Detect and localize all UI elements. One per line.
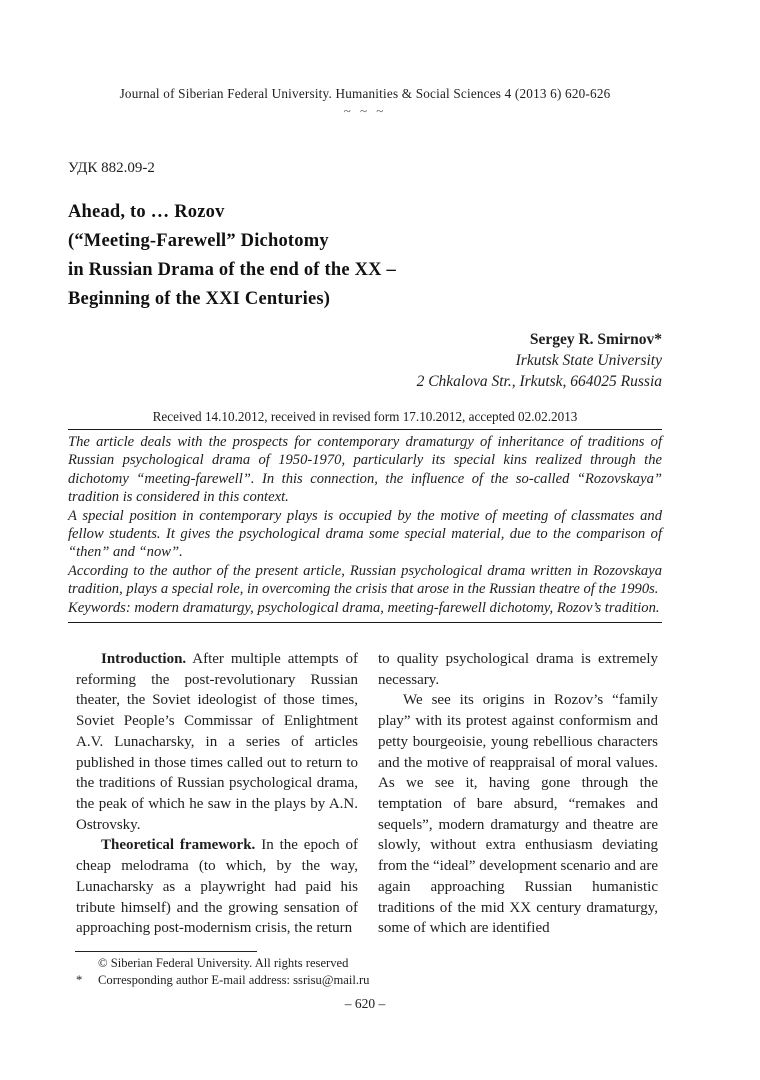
article-title-line-4: Beginning of the XXI Centuries) <box>68 289 331 309</box>
keywords: Keywords: modern dramaturgy, psychological drama, meeting-farewell dichotomy, Rozov’s tradition. <box>68 599 660 616</box>
article-title-line-2: (“Meeting-Farewell” Dichotomy <box>68 231 329 251</box>
divider-top <box>68 429 662 430</box>
page-number: – 620 – <box>344 995 386 1011</box>
corresponding-author-note <box>68 972 662 989</box>
author-block <box>68 329 662 392</box>
author-name: Sergey R. Smirnov* <box>529 331 662 348</box>
received-dates: Received 14.10.2012, received in revised form 17.10.2012, accepted 02.02.2013 <box>152 409 578 424</box>
corresponding-author-text: Corresponding author E-mail address: ssrisu@mail.ru <box>98 972 370 987</box>
copyright-note: © Siberian Federal University. All rights reserved <box>98 955 349 970</box>
body-paragraph-introduction <box>76 649 358 835</box>
udk-code: УДК 882.09-2 <box>68 160 155 176</box>
body-paragraph-theoretical-framework <box>76 835 358 939</box>
body-column-left <box>76 649 358 939</box>
abstract-paragraph: A special position in contemporary plays is occupied by the motive of meeting of classmates and fellow students. It gives the psychological drama some special material, due to the comparison of “then” and “now”. <box>68 507 662 561</box>
abstract-paragraph: The article deals with the prospects for contemporary dramaturgy of inheritance of traditions of Russian psychological drama of 1950-1970, particularly its special kins realized through the dichotomy “meeting-farewell”. In this connection, the influence of the so-called “Rozovskaya” tradition is considered in this context. <box>68 434 662 506</box>
footnote-asterisk: * <box>76 972 83 987</box>
abstract-paragraph: According to the author of the present article, Russian psychological drama written in Rozovskaya tradition, plays a special role, in overcoming the crisis that arose in the Russian theatre of the 1990s. <box>68 562 662 598</box>
paragraph-text: to quality psychological drama is extremely necessary. <box>378 651 658 688</box>
author-address: 2 Chkalova Str., Irkutsk, 664025 Russia <box>416 373 662 390</box>
footnote-block <box>68 951 662 989</box>
section-heading-theoretical-framework: Theoretical framework. <box>101 837 256 854</box>
body-column-right <box>378 649 658 939</box>
abstract <box>68 433 662 617</box>
paragraph-text: After multiple attempts of reforming the post-revolutionary Russian theater, the Soviet ideologist of those times, Soviet People’s Commissar of Enlightment A.V. Lunacharsky, in a series of articles published in those times called out to return to the traditions of Russian psychological drama, the peak of which he saw in the plays by A.N. Ostrovsky. <box>76 651 358 833</box>
article-title-line-1: Ahead, to … Rozov <box>68 202 225 222</box>
journal-header: Journal of Siberian Federal University. Humanities & Social Sciences 4 (2013 6) 620-626 <box>119 86 611 101</box>
divider-bottom <box>68 622 662 623</box>
author-affiliation: Irkutsk State University <box>515 352 662 369</box>
footnote-divider <box>75 951 257 952</box>
article-body <box>68 649 662 939</box>
page-content <box>68 0 662 1012</box>
paragraph-text: We see its origins in Rozov’s “family play” with its protest against conformism and petty bourgeoisie, young rebellious characters and the motive of reappraisal of moral values. As we see it, having gone through the temptation of bare absurd, “remakes and sequels”, modern dramaturgy and theatre are slowly, without extra enthusiasm deviating from the “ideal” development scenario and are again approaching Russian humanistic traditions of the mid XX century dramaturgy, some of which are identified <box>378 692 658 937</box>
paragraph-text: In the epoch of cheap melodrama (to which, by the way, Lunacharsky as a playwright had paid his tribute himself) and the growing sensation of approaching post-modernism crisis, the return <box>76 837 358 937</box>
body-paragraph <box>378 690 658 938</box>
body-paragraph-continuation <box>378 649 658 690</box>
tilde-separator: ~ ~ ~ <box>343 103 387 118</box>
section-heading-introduction: Introduction. <box>101 651 187 668</box>
article-title <box>68 198 662 314</box>
article-title-line-3: in Russian Drama of the end of the XX – <box>68 260 396 280</box>
